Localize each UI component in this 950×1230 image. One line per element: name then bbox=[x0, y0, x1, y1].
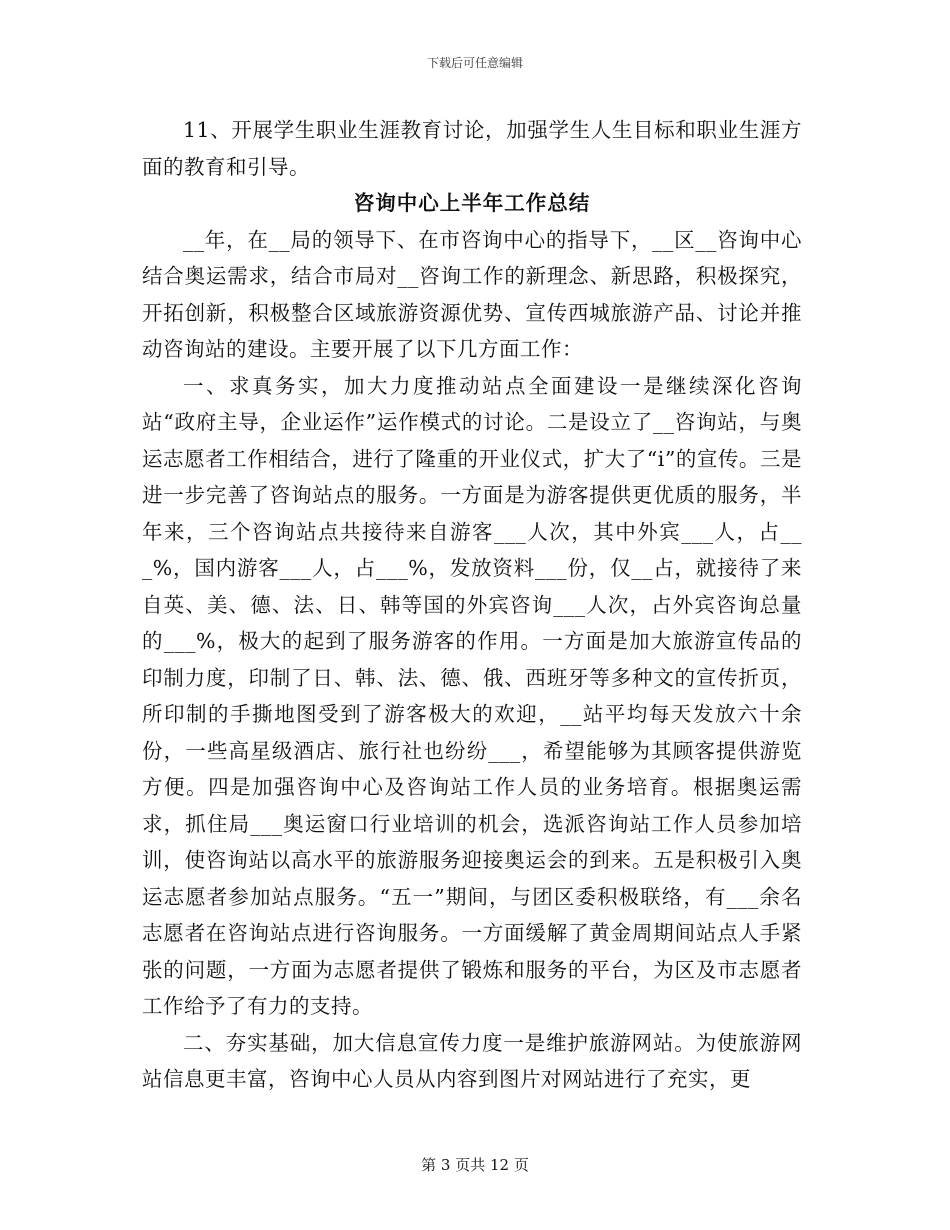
page-header: 下载后可任意编辑 bbox=[426, 56, 523, 70]
paragraph-intro: __年，在__局的领导下、在市咨询中心的指导下，__区__咨询中心结合奥运需求，结合市局对__咨询工作的新理念、新思路，积极探究，开拓创新，积极整合区域旅游资源优势、宣传西城旅游产品、讨论并推动咨询站的建设。主要开展了以下几方面工作： bbox=[142, 227, 802, 361]
page-number: 第 3 页共 12 页 bbox=[421, 1156, 529, 1174]
paragraph-section-one: 一、求真务实，加大力度推动站点全面建设一是继续深化咨询站“政府主导，企业运作”运作模式的讨论。二是设立了__咨询站，与奥运志愿者工作相结合，进行了隆重的开业仪式，扩大了“i”的宣传。三是进一步完善了咨询站点的服务。一方面是为游客提供更优质的服务，半年来，三个咨询站点共接待来自游客___人次，其中外宾___人，占___%，国内游客___人，占___%，发放资料___份，仅__占，就接待了来自英、美、德、法、日、韩等国的外宾咨询___人次，占外宾咨询总量的___%，极大的起到了服务游客的作用。一方面是加大旅游宣传品的印制力度，印制了日、韩、法、德、俄、西班牙等多种文的宣传折页，所印制的手撕地图受到了游客极大的欢迎，__站平均每天发放六十余份，一些高星级酒店、旅行社也纷纷___，希望能够为其顾客提供游览方便。四是加强咨询中心及咨询站工作人员的业务培育。根据奥运需求，抓住局___奥运窗口行业培训的机会，选派咨询站工作人员参加培训，使咨询站以高水平的旅游服务迎接奥运会的到来。五是积极引入奥运志愿者参加站点服务。“五一”期间，与团区委积极联络，有___余名志愿者在咨询站点进行咨询服务。一方面缓解了黄金周期间站点人手紧张的问题，一方面为志愿者提供了锻炼和服务的平台，为区及市志愿者工作给予了有力的支持。 bbox=[142, 373, 802, 1018]
paragraph-section-two: 二、夯实基础，加大信息宣传力度一是维护旅游网站。为使旅游网站信息更丰富，咨询中心人员从内容到图片对网站进行了充实，更 bbox=[142, 1030, 802, 1091]
paragraph-item-11: 11、开展学生职业生涯教育讨论，加强学生人生目标和职业生涯方面的教育和引导。 bbox=[142, 118, 802, 179]
document-body bbox=[142, 112, 802, 1098]
section-title: 咨询中心上半年工作总结 bbox=[353, 191, 591, 215]
